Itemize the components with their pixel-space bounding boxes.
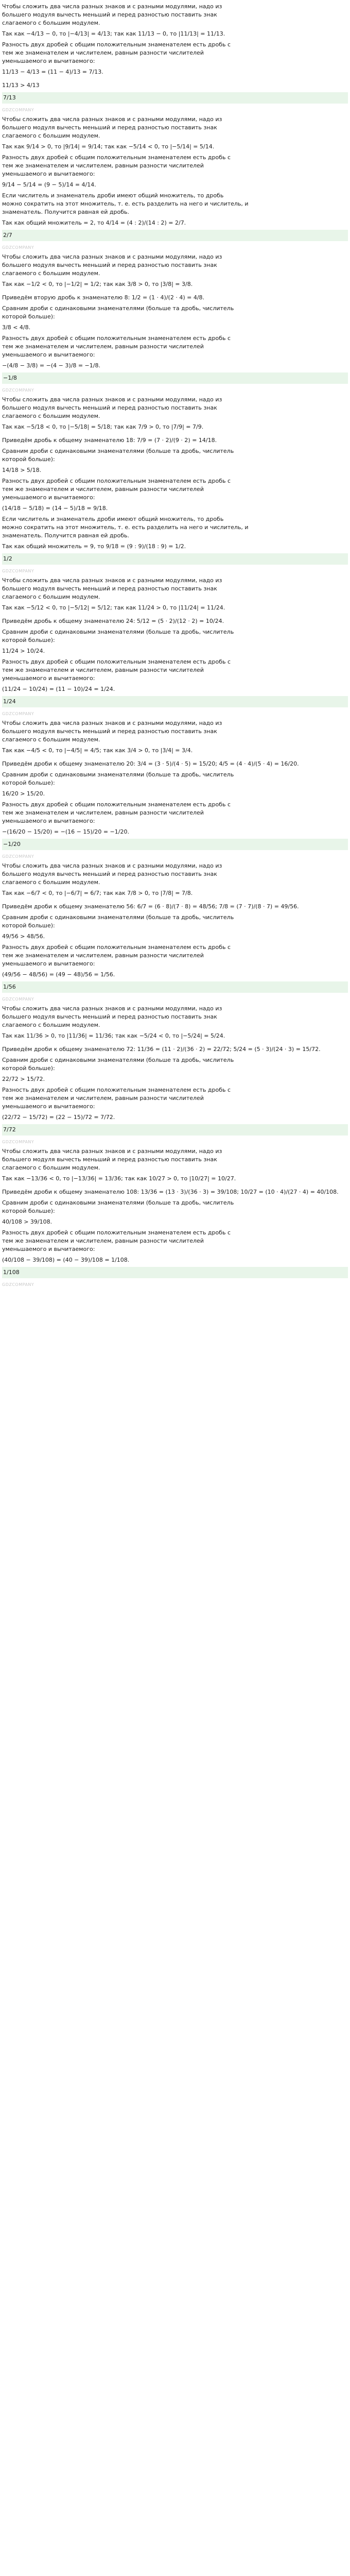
math-expression: (22/72 − 15/72) = (22 − 15)/72 = 7/72. xyxy=(2,1114,115,1121)
math-expression: Так как 9/14 > 0, то |9/14| = 9/14; так как −5/14 < 0, то |−5/14| = 5/14. xyxy=(2,143,215,150)
answer-value: −1/20 xyxy=(2,839,348,850)
watermark: GDZCOMPANY xyxy=(2,569,34,573)
solution-text: слагаемого с большим модулем. xyxy=(2,879,100,886)
answer-value: 7/13 xyxy=(2,92,348,104)
solution-text: Разность двух дробей с общим положительным знаменателем есть дробь с xyxy=(2,801,231,808)
solution-text: тем же знаменателем и числителем, равным разности числителей xyxy=(2,49,204,56)
watermark: GDZCOMPANY xyxy=(2,108,34,112)
solution-text: Разность двух дробей с общим положительным знаменателем есть дробь с xyxy=(2,1229,231,1236)
math-expression: Приведём дроби к общему знаменателю 72: 11/36 = (11 · 2)/(36 · 2) = 22/72; 5/24 = (5 · 3)/(24 · 3) = 15/72. xyxy=(2,1046,321,1053)
math-expression: 16/20 > 15/20. xyxy=(2,790,45,797)
solution-block xyxy=(2,719,348,861)
solution-text: слагаемого с большим модулем. xyxy=(2,413,100,419)
solution-text: тем же знаменателем и числителем, равным разности числителей xyxy=(2,809,204,816)
solution-text: тем же знаменателем и числителем, равным разности числителей xyxy=(2,486,204,493)
solution-text: большего модуля вычесть меньший и перед разностью поставить знак xyxy=(2,728,217,735)
solution-block xyxy=(2,576,348,719)
solution-block xyxy=(2,115,348,252)
math-expression: Так как −5/18 < 0, то |−5/18| = 5/18; так как 7/9 > 0, то |7/9| = 7/9. xyxy=(2,423,204,430)
solution-text: Чтобы сложить два числа разных знаков и с разными модулями, надо из xyxy=(2,862,222,869)
math-expression: Так как −6/7 < 0, то |−6/7| = 6/7; так как 7/8 > 0, то |7/8| = 7/8. xyxy=(2,890,193,896)
math-expression: Так как −13/36 < 0, то |−13/36| = 13/36; так как 10/27 > 0, то |10/27| = 10/27. xyxy=(2,1175,236,1182)
solution-text: уменьшаемого и вычитаемого: xyxy=(2,171,95,177)
solution-block xyxy=(2,2,348,115)
solution-text: уменьшаемого и вычитаемого: xyxy=(2,960,95,967)
solution-text: Чтобы сложить два числа разных знаков и с разными модулями, надо из xyxy=(2,396,222,403)
math-expression: 14/18 > 5/18. xyxy=(2,467,42,473)
solution-text: знаменатель. Получится равная ей дробь. xyxy=(2,532,129,539)
solution-text: уменьшаемого и вычитаемого: xyxy=(2,675,95,682)
math-expression: (14/18 − 5/18) = (14 − 5)/18 = 9/18. xyxy=(2,505,108,512)
solution-text: Сравним дроби с одинаковыми знаменателями (больше та дробь, числитель xyxy=(2,1199,234,1206)
math-expression: Приведём дроби к общему знаменателю 108: 13/36 = (13 · 3)/(36 · 3) = 39/108; 10/27 = (10 · 4)/(27 · 4) = 40/108. xyxy=(2,1189,339,1195)
math-expression: (49/56 − 48/56) = (49 − 48)/56 = 1/56. xyxy=(2,971,115,978)
watermark: GDZCOMPANY xyxy=(2,245,34,250)
math-expression: Приведём дроби к общему знаменателю 20: 3/4 = (3 · 5)/(4 · 5) = 15/20; 4/5 = (4 · 4)/(5 · 4) = 16/20. xyxy=(2,760,299,767)
solution-text: слагаемого с большим модулем. xyxy=(2,1022,100,1028)
solution-text: Если числитель и знаменатель дроби имеют общий множитель, то дробь xyxy=(2,192,224,199)
math-expression: Приведём дробь к общему знаменателю 18: 7/9 = (7 · 2)/(9 · 2) = 14/18. xyxy=(2,437,217,444)
solution-text: большего модуля вычесть меньший и перед разностью поставить знак xyxy=(2,1156,217,1163)
answer-value: 1/108 xyxy=(2,1267,348,1278)
math-expression: 11/24 > 10/24. xyxy=(2,648,45,654)
watermark: GDZCOMPANY xyxy=(2,997,34,1002)
solution-text: уменьшаемого и вычитаемого: xyxy=(2,1246,95,1252)
solution-block xyxy=(2,252,348,395)
solution-text: слагаемого с большим модулем. xyxy=(2,1164,100,1171)
math-expression: (40/108 − 39/108) = (40 − 39)/108 = 1/108. xyxy=(2,1257,130,1263)
solution-text: слагаемого с большим модулем. xyxy=(2,270,100,277)
watermark: GDZCOMPANY xyxy=(2,388,34,393)
solution-text: Чтобы сложить два числа разных знаков и с разными модулями, надо из xyxy=(2,577,222,584)
math-expression: Так как −4/5 < 0, то |−4/5| = 4/5; так как 3/4 > 0, то |3/4| = 3/4. xyxy=(2,747,193,754)
solution-text: слагаемого с большим модулем. xyxy=(2,736,100,743)
watermark: GDZCOMPANY xyxy=(2,1140,34,1144)
solution-text: тем же знаменателем и числителем, равным разности числителей xyxy=(2,343,204,350)
answer-value: 1/56 xyxy=(2,981,348,993)
solution-text: знаменатель. Получится равная ей дробь. xyxy=(2,209,129,215)
solution-text: Сравним дроби с одинаковыми знаменателями (больше та дробь, числитель xyxy=(2,771,234,778)
solution-text: Сравним дроби с одинаковыми знаменателями (больше та дробь, числитель xyxy=(2,1057,234,1063)
math-expression: 3/8 < 4/8. xyxy=(2,324,31,331)
solution-text: уменьшаемого и вычитаемого: xyxy=(2,1103,95,1110)
solution-text: которой больше): xyxy=(2,1065,55,1072)
solution-text: которой больше): xyxy=(2,779,55,786)
math-expression: Так как −1/2 < 0, то |−1/2| = 1/2; так как 3/8 > 0, то |3/8| = 3/8. xyxy=(2,281,193,287)
answer-value: 2/7 xyxy=(2,230,348,241)
math-expression: −(4/8 − 3/8) = −(4 − 3)/8 = −1/8. xyxy=(2,362,100,369)
math-expression: Так как общий множитель = 9, то 9/18 = (9 : 9)/(18 : 9) = 1/2. xyxy=(2,543,186,550)
solution-text: слагаемого с большим модулем. xyxy=(2,20,100,26)
solution-text: Разность двух дробей с общим положительным знаменателем есть дробь с xyxy=(2,335,231,342)
watermark: GDZCOMPANY xyxy=(2,711,34,716)
math-expression: Приведём вторую дробь к знаменателю 8: 1/2 = (1 · 4)/(2 · 4) = 4/8. xyxy=(2,294,205,301)
answer-value: 7/72 xyxy=(2,1124,348,1136)
solution-text: Чтобы сложить два числа разных знаков и с разными модулями, надо из xyxy=(2,720,222,726)
solution-text: тем же знаменателем и числителем, равным разности числителей xyxy=(2,162,204,169)
solution-text: тем же знаменателем и числителем, равным разности числителей xyxy=(2,1238,204,1244)
solution-text: которой больше): xyxy=(2,456,55,463)
solution-text: можно сократить на этот множитель, т. е. есть разделить на него и числитель, и xyxy=(2,524,249,531)
math-expression: Так как общий множитель = 2, то 4/14 = (4 : 2)/(14 : 2) = 2/7. xyxy=(2,219,186,226)
solution-text: Разность двух дробей с общим положительным знаменателем есть дробь с xyxy=(2,944,231,951)
solution-text: которой больше): xyxy=(2,313,55,320)
solution-text: Разность двух дробей с общим положительным знаменателем есть дробь с xyxy=(2,1087,231,1093)
solution-text: Чтобы сложить два числа разных знаков и с разными модулями, надо из xyxy=(2,3,222,10)
solution-text: которой больше): xyxy=(2,637,55,643)
math-expression: Так как −4/13 − 0, то |−4/13| = 4/13; так как 11/13 − 0, то |11/13| = 11/13. xyxy=(2,30,225,37)
math-expression: (11/24 − 10/24) = (11 − 10)/24 = 1/24. xyxy=(2,686,115,692)
solution-text: Чтобы сложить два числа разных знаков и с разными модулями, надо из xyxy=(2,253,222,260)
solution-text: Если числитель и знаменатель дроби имеют общий множитель, то дробь xyxy=(2,516,224,522)
solution-text: Разность двух дробей с общим положительным знаменателем есть дробь с xyxy=(2,41,231,48)
solution-text: Разность двух дробей с общим положительным знаменателем есть дробь с xyxy=(2,478,231,484)
solution-text: большего модуля вычесть меньший и перед разностью поставить знак xyxy=(2,1013,217,1020)
solution-text: Разность двух дробей с общим положительным знаменателем есть дробь с xyxy=(2,154,231,161)
answer-value: 1/24 xyxy=(2,696,348,707)
math-expression: 49/56 > 48/56. xyxy=(2,933,45,940)
solution-block xyxy=(2,1004,348,1147)
solution-text: Разность двух дробей с общим положительным знаменателем есть дробь с xyxy=(2,658,231,665)
math-expression: −(16/20 − 15/20) = −(16 − 15)/20 = −1/20. xyxy=(2,828,129,835)
solution-text: большего модуля вычесть меньший и перед разностью поставить знак xyxy=(2,11,217,18)
math-expression: 40/108 > 39/108. xyxy=(2,1218,52,1225)
solution-text: уменьшаемого и вычитаемого: xyxy=(2,494,95,501)
math-expression: 11/13 − 4/13 = (11 − 4)/13 = 7/13. xyxy=(2,69,103,75)
solution-text: большего модуля вычесть меньший и перед разностью поставить знак xyxy=(2,124,217,131)
solution-text: тем же знаменателем и числителем, равным разности числителей xyxy=(2,952,204,959)
solution-text: Чтобы сложить два числа разных знаков и с разными модулями, надо из xyxy=(2,1005,222,1012)
solution-text: тем же знаменателем и числителем, равным разности числителей xyxy=(2,667,204,673)
solution-text: которой больше): xyxy=(2,922,55,929)
answer-value: −1/8 xyxy=(2,372,348,384)
solution-text: которой больше): xyxy=(2,1208,55,1214)
solution-text: слагаемого с большим модулем. xyxy=(2,594,100,600)
solution-text: уменьшаемого и вычитаемого: xyxy=(2,351,95,358)
solution-text: Сравним дроби с одинаковыми знаменателями (больше та дробь, числитель xyxy=(2,305,234,312)
math-expression: 22/72 > 15/72. xyxy=(2,1076,45,1082)
solution-text: Сравним дроби с одинаковыми знаменателями (больше та дробь, числитель xyxy=(2,914,234,921)
solution-text: Чтобы сложить два числа разных знаков и с разными модулями, надо из xyxy=(2,1148,222,1155)
solution-text: можно сократить на этот множитель, т. е. есть разделить на него и числитель, и xyxy=(2,200,249,207)
solution-text: большего модуля вычесть меньший и перед разностью поставить знак xyxy=(2,262,217,268)
answer-value: 1/2 xyxy=(2,553,348,565)
solution-text: слагаемого с большим модулем. xyxy=(2,132,100,139)
math-expression: Так как 11/36 > 0, то |11/36| = 11/36; так как −5/24 < 0, то |−5/24| = 5/24. xyxy=(2,1032,225,1039)
solution-text: большего модуля вычесть меньший и перед разностью поставить знак xyxy=(2,585,217,592)
math-expression: 11/13 > 4/13 xyxy=(2,82,40,89)
solution-text: уменьшаемого и вычитаемого: xyxy=(2,58,95,64)
solution-text: большего модуля вычесть меньший и перед разностью поставить знак xyxy=(2,871,217,877)
solution-text: большего модуля вычесть меньший и перед разностью поставить знак xyxy=(2,404,217,411)
math-expression: 9/14 − 5/14 = (9 − 5)/14 = 4/14. xyxy=(2,181,96,188)
solution-text: Сравним дроби с одинаковыми знаменателями (больше та дробь, числитель xyxy=(2,629,234,635)
math-expression: Приведём дробь к общему знаменателю 24: 5/12 = (5 · 2)/(12 · 2) = 10/24. xyxy=(2,618,224,624)
solution-text: уменьшаемого и вычитаемого: xyxy=(2,818,95,824)
math-expression: Так как −5/12 < 0, то |−5/12| = 5/12; так как 11/24 > 0, то |11/24| = 11/24. xyxy=(2,604,225,611)
solution-text: Чтобы сложить два числа разных знаков и с разными модулями, надо из xyxy=(2,116,222,123)
solution-block xyxy=(2,395,348,576)
solution-text: Сравним дроби с одинаковыми знаменателями (больше та дробь, числитель xyxy=(2,448,234,454)
solution-text: тем же знаменателем и числителем, равным разности числителей xyxy=(2,1095,204,1101)
watermark: GDZCOMPANY xyxy=(2,854,34,859)
math-expression: Приведём дроби к общему знаменателю 56: 6/7 = (6 · 8)/(7 · 8) = 48/56; 7/8 = (7 · 7)/(8 · 7) = 49/56. xyxy=(2,903,299,910)
solution-block xyxy=(2,1147,348,1290)
watermark: GDZCOMPANY xyxy=(2,1282,34,1287)
solution-block xyxy=(2,861,348,1004)
